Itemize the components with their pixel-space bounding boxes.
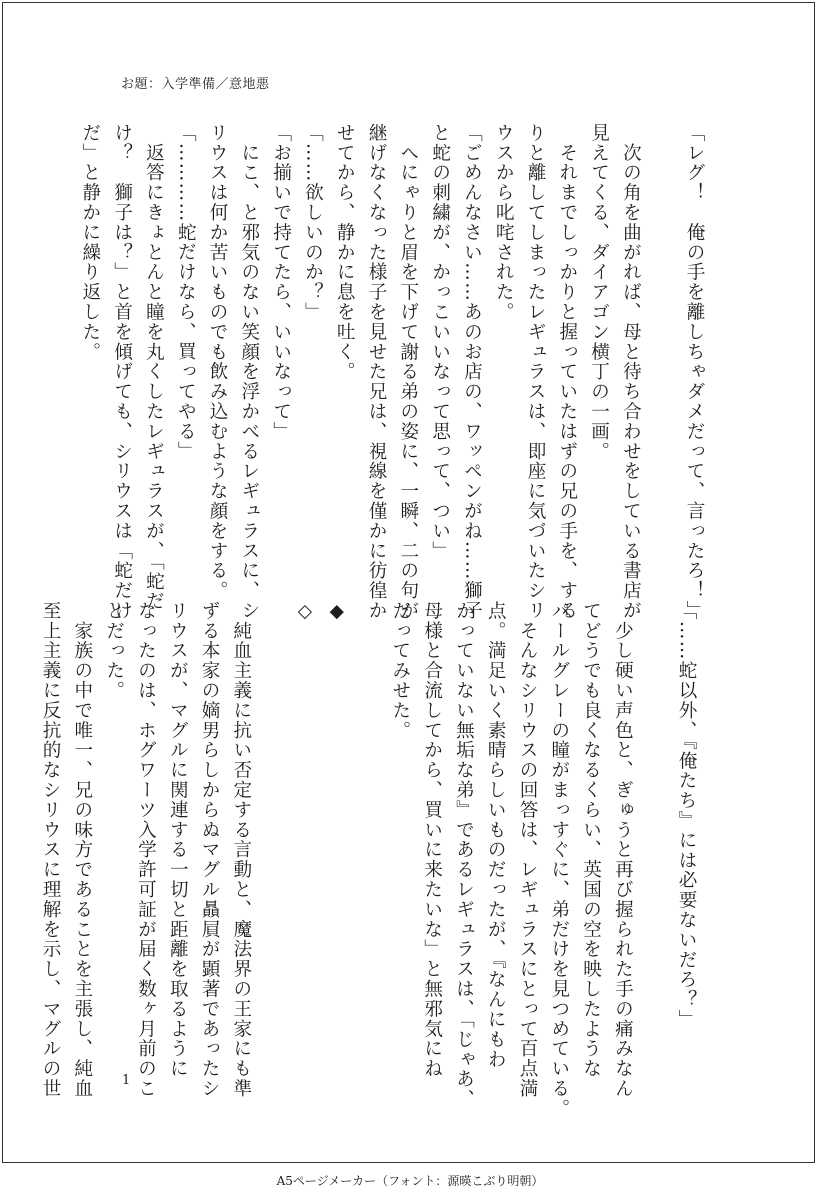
text-line: リウスは何か苦いものでも飲み込むような顔をする。 (207, 123, 229, 601)
text-line: なったのは、ホグワーツ入学許可証が届く数ヶ月前のこ (135, 601, 157, 1099)
text-line: かっていない無垢な弟』であるレギュラスは、「じゃあ、 (453, 601, 475, 1110)
text-line (257, 601, 289, 1071)
text-line: 至上主義に反抗的なシリウスに理解を示し、マグルの世 (40, 601, 62, 1099)
text-line: にこ、と邪気のない笑顔を浮かべるレギュラスに、シ (238, 123, 260, 621)
text-line: へにゃりと眉を下げて謝る弟の姿に、一瞬、二の句が (397, 123, 419, 621)
text-line: 家族の中で唯一、兄の味方であることを主張し、純血 (71, 601, 93, 1099)
text-line (352, 601, 384, 1071)
text-line (646, 123, 678, 543)
text-line: け？ 獅子は？」と首を傾げても、シリウスは「蛇だけ (111, 123, 133, 621)
text-line: 返答にきょとんと瞳を丸くしたレギュラスが、「蛇だ (143, 123, 165, 612)
manuscript-page (2, 2, 815, 1163)
footer-credit: A5ページメーカー（フォント：源暎こぶり明朝） (276, 1174, 544, 1188)
text-line: だ」と静かに繰り返した。 (79, 123, 101, 362)
text-block-top (74, 123, 710, 621)
text-line: てどうでも良くなるくらい、英国の空を映したような (580, 601, 602, 1079)
text-line: 見えてくる、ダイアゴン横丁の一画。 (588, 123, 610, 462)
text-line: 純血主義に抗い否定する言動と、魔法界の王家にも準 (230, 601, 252, 1099)
text-line: だってみせた。 (389, 601, 411, 741)
text-line: 「…………蛇だけなら、買ってやる」 (175, 123, 197, 462)
text-line: 「ごめんなさい……あのお店の、ワッペンがね……獅子 (461, 123, 483, 621)
text-line: ずる本家の嫡男らしからぬマグル贔屓が顕著であったシ (199, 601, 221, 1099)
text-line: ウスから叱咤された。 (493, 123, 515, 322)
text-line: そんなシリウスの回答は、レギュラスにとって百点満 (517, 601, 539, 1099)
text-line: 「……蛇以外、『俺たち』には必要ないだろ？」 (676, 601, 697, 1030)
text-line: とだった。 (103, 601, 125, 701)
text-line: それまでしっかりと握っていたはずの兄の手を、する (556, 123, 578, 621)
text-line: と蛇の刺繍が、かっこいいなって思って、つい」 (429, 123, 451, 561)
text-line: りと離してしまったレギュラスは、即座に気づいたシリ (525, 123, 547, 621)
text-line: 「……欲しいのか？」 (302, 123, 324, 322)
text-line: リウスが、マグルに関連する一切と距離を取るように (167, 601, 189, 1079)
text-line: 継げなくなった様子を見せた兄は、視線を僅かに彷徨か (366, 123, 388, 621)
text-line: 母様と合流してから、買いに来たいな」と無邪気にね (421, 601, 443, 1079)
text-line: せてから、静かに息を吐く。 (334, 123, 356, 382)
text-line: 少し硬い声色と、ぎゅうと再び握られた手の痛みなん (612, 601, 634, 1099)
text-block-bottom (34, 601, 702, 1119)
text-line: 「お揃いで持てたら、いいなって」 (270, 123, 292, 442)
text-line (638, 601, 670, 1071)
text-line: 「レグ！ 俺の手を離しちゃダメだって、言ったろ！」 (684, 123, 705, 621)
text-line: パールグレーの瞳がまっすぐに、弟だけを見つめている。 (548, 601, 570, 1119)
text-line: 次の角を曲がれば、母と待ち合わせをしている書店が (620, 123, 642, 621)
page-header-title: お題：入学準備／意地悪 (121, 77, 270, 92)
text-line: ◆ (326, 601, 348, 624)
page-number: 1 (122, 1073, 131, 1088)
text-line: ◇ (294, 601, 316, 624)
text-line: 点。満足いく素晴らしいものだったが、『なんにもわ (485, 601, 507, 1070)
